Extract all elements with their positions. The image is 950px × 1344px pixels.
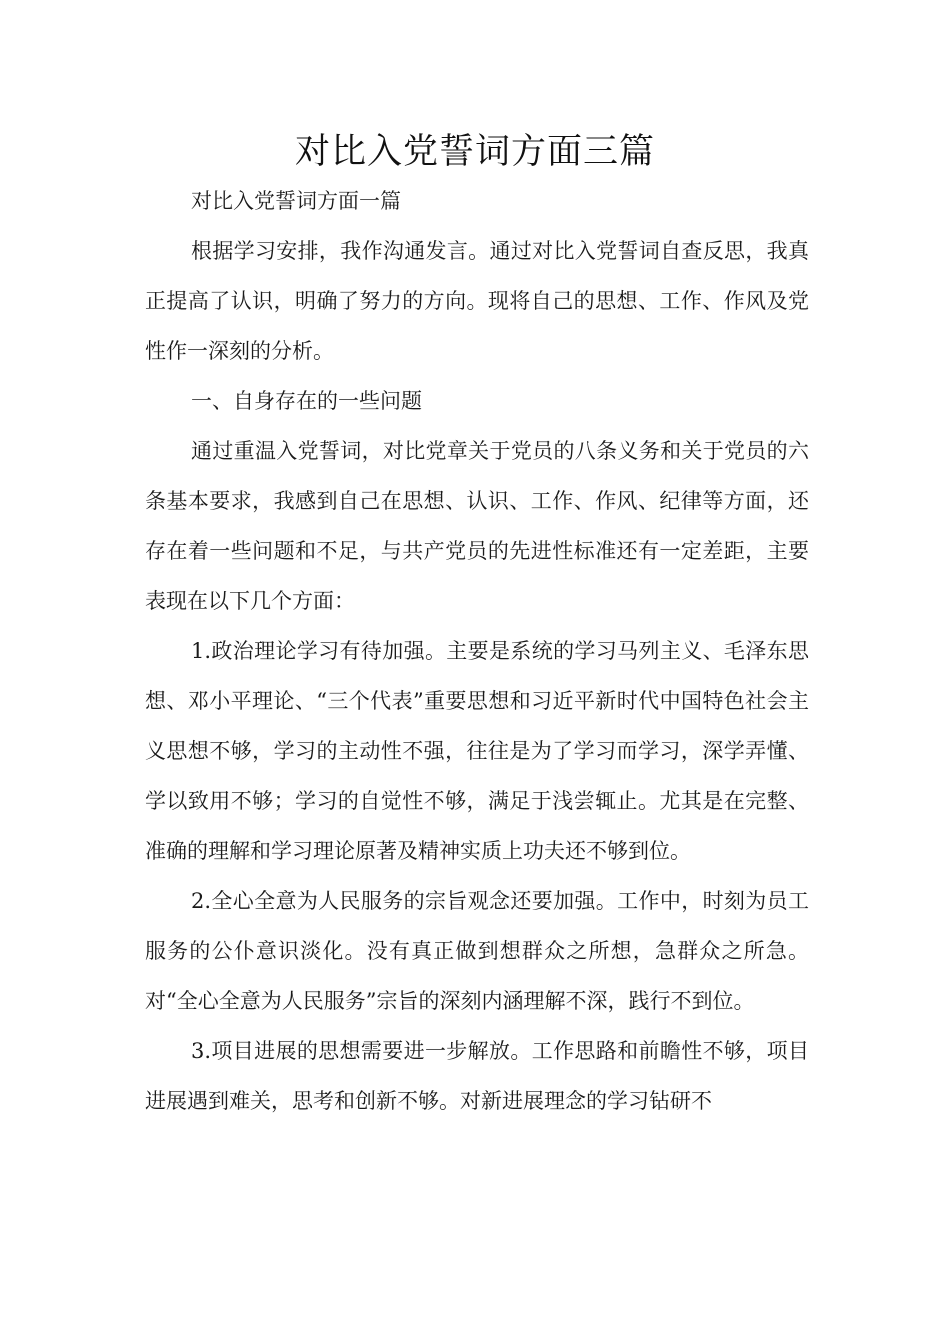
intro-paragraph: 根据学习安排，我作沟通发言。通过对比入党誓词自查反思，我真正提高了认识，明确了努力的方向。现将自己的思想、工作、作风及党性作一深刻的分析。: [145, 239, 809, 363]
section-intro-paragraph: 通过重温入党誓词，对比党章关于党员的八条义务和关于党员的六条基本要求，我感到自己在思想、认识、工作、作风、纪律等方面，还存在着一些问题和不足，与共产党员的先进性标准还有一定差距，主要表现在以下几个方面：: [145, 439, 809, 613]
item-2-paragraph: 2.全心全意为人民服务的宗旨观念还要加强。工作中，时刻为员工服务的公仆意识淡化。没有真正做到想群众之所想，急群众之所急。对“全心全意为人民服务”宗旨的深刻内涵理解不深，践行不到位。: [145, 889, 809, 1013]
section-heading: 一、自身存在的一些问题: [191, 389, 422, 413]
item-3-paragraph: 3.项目进展的思想需要进一步解放。工作思路和前瞻性不够，项目进展遇到难关，思考和创新不够。对新进展理念的学习钻研不: [145, 1039, 809, 1113]
subtitle-paragraph: 对比入党誓词方面一篇: [191, 189, 401, 213]
item-1-paragraph: 1.政治理论学习有待加强。主要是系统的学习马列主义、毛泽东思想、邓小平理论、“三个代表”重要思想和习近平新时代中国特色社会主义思想不够，学习的主动性不强，往往是为了学习而学习，深学弄懂、学以致用不够；学习的自觉性不够，满足于浅尝辄止。尤其是在完整、准确的理解和学习理论原著及精神实质上功夫还不够到位。: [145, 639, 809, 863]
document-title: 对比入党誓词方面三篇: [294, 132, 655, 172]
document-body: [145, 176, 809, 1126]
